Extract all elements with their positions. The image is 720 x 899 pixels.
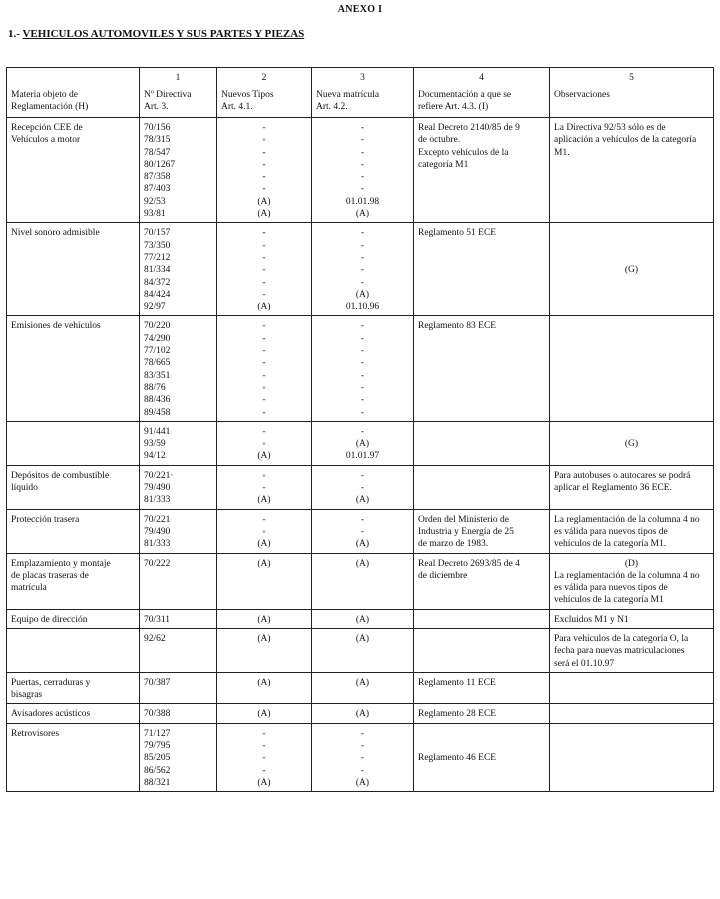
cell-nueva-matricula	[312, 465, 414, 509]
cell-line: Real Decreto 2693/85 de 4	[418, 558, 520, 569]
cell-line: -	[262, 346, 266, 357]
cell-line: -	[262, 395, 266, 406]
cell-line: (A)	[355, 709, 370, 720]
cell-observaciones	[550, 553, 714, 609]
cell-nuevos-tipos	[217, 465, 312, 509]
cell-line: -	[360, 159, 365, 170]
cell-line: -	[262, 277, 266, 288]
cell-line: (A)	[355, 614, 370, 625]
cell-line: -	[360, 123, 365, 133]
cell-observaciones	[550, 704, 714, 723]
cell-line: (A)	[257, 709, 271, 720]
cell-directiva	[140, 704, 217, 723]
cell-line: Para autobuses o autocares se podrá	[554, 470, 691, 481]
cell-nuevos-tipos	[217, 723, 312, 791]
cell-line: bisagras	[11, 690, 43, 701]
header-line: Nuevos Tipos	[221, 90, 274, 100]
cell-line: M1.	[554, 147, 570, 158]
cell-line: Puertas, cerraduras y	[11, 677, 91, 688]
cell-nueva-matricula	[312, 509, 414, 553]
cell-line: -	[360, 753, 365, 764]
cell-documentacion	[414, 553, 550, 609]
cell-line: 79/490	[144, 483, 171, 494]
cell-line: 01.01.98	[345, 196, 380, 207]
cell-line: -	[262, 333, 266, 344]
cell-line: -	[360, 358, 365, 369]
cell-line: -	[360, 370, 365, 381]
cell-documentacion	[414, 118, 550, 223]
header-directiva	[140, 89, 217, 118]
cell-line: -	[360, 395, 365, 406]
cell-documentacion	[414, 672, 550, 704]
cell-line: (A)	[355, 495, 370, 506]
section-heading: VEHICULOS AUTOMOVILES Y SUS PARTES Y PIEZAS	[22, 28, 305, 40]
cell-line: 80/1267	[144, 159, 176, 170]
cell-line: 84/424	[144, 289, 171, 300]
cell-line: 93/81	[144, 209, 166, 220]
header-line: Nº Directiva	[144, 90, 192, 100]
cell-line: -	[262, 172, 266, 183]
cell-directiva	[140, 118, 217, 223]
cell-observaciones	[550, 223, 714, 316]
cell-line: -	[360, 240, 365, 251]
cell-line: -	[262, 483, 266, 494]
cell-line: categoría M1	[418, 159, 469, 170]
cell-line: 74/290	[144, 333, 171, 344]
cell-line: 01.01.97	[345, 451, 380, 462]
header-line: Art. 4.2.	[316, 102, 348, 113]
cell-line: -	[360, 426, 365, 437]
cell-line: (A)	[257, 777, 271, 788]
cell-line: (D)	[624, 558, 639, 569]
column-number-row	[7, 68, 714, 90]
cell-line: 70/220	[144, 321, 171, 332]
table-row	[7, 723, 714, 791]
cell-line: 87/403	[144, 184, 171, 195]
cell-line: 85/205	[144, 753, 171, 764]
cell-line: 70/222	[144, 558, 171, 569]
cell-line: -	[360, 407, 365, 418]
cell-documentacion	[414, 465, 550, 509]
cell-line: Reglamento 11 ECE	[418, 677, 496, 688]
cell-line: (A)	[355, 439, 370, 450]
cell-line: -	[360, 135, 365, 146]
cell-line	[418, 740, 545, 752]
cell-line: (A)	[257, 614, 271, 625]
cell-line: 70/156	[144, 123, 171, 133]
cell-nueva-matricula	[312, 704, 414, 723]
cell-line: aplicar el Reglamento 36 ECE.	[554, 483, 672, 494]
column-number	[7, 68, 140, 90]
cell-line: -	[360, 172, 365, 183]
cell-line: -	[360, 346, 365, 357]
cell-documentacion	[414, 509, 550, 553]
cell-line: 78/547	[144, 147, 171, 158]
cell-line: 88/321	[144, 777, 171, 788]
header-line: Reglamentación (H)	[11, 102, 89, 113]
table-row	[7, 609, 714, 628]
cell-line: -	[360, 765, 365, 776]
cell-line: -	[262, 753, 266, 764]
cell-line: Excluidos M1 y N1	[554, 614, 629, 625]
cell-line: 93/59	[144, 439, 166, 450]
cell-line: Para vehículos de la categoría O, la	[554, 633, 689, 644]
cell-line: Excepto vehículos de la	[418, 147, 509, 158]
cell-line: -	[262, 439, 266, 450]
cell-materia	[7, 223, 140, 316]
cell-line: -	[360, 470, 365, 481]
cell-line: (A)	[257, 209, 271, 220]
cell-line: 70/221·	[144, 470, 174, 481]
cell-line: será el 01.10.97	[554, 658, 615, 669]
table-row	[7, 553, 714, 609]
cell-line: -	[360, 333, 365, 344]
cell-directiva	[140, 609, 217, 628]
cell-line: 92/62	[144, 633, 166, 644]
cell-directiva	[140, 628, 217, 672]
cell-materia	[7, 609, 140, 628]
cell-nuevos-tipos	[217, 509, 312, 553]
cell-line: -	[262, 289, 266, 300]
cell-documentacion	[414, 723, 550, 791]
cell-line: (A)	[257, 302, 271, 313]
cell-nueva-matricula	[312, 421, 414, 465]
cell-line: 84/372	[144, 277, 171, 288]
cell-line: de octubre.	[418, 135, 461, 146]
cell-line: Avisadores acústicos	[11, 709, 91, 720]
cell-nuevos-tipos	[217, 316, 312, 421]
cell-line: (A)	[257, 451, 271, 462]
table-row	[7, 672, 714, 704]
table-body	[7, 118, 714, 792]
cell-line: -	[262, 741, 266, 752]
cell-line: es válida para nuevos tipos de	[554, 583, 668, 594]
cell-line: -	[262, 514, 266, 525]
cell-line: vehículos de la categoría M1.	[554, 539, 667, 550]
cell-line: 92/53	[144, 196, 166, 207]
cell-line: 94/12	[144, 451, 166, 462]
column-number: 5	[550, 68, 714, 90]
cell-nuevos-tipos	[217, 118, 312, 223]
header-line: Art. 4.1.	[221, 102, 253, 113]
cell-line: Industria y Energía de 25	[418, 526, 514, 537]
cell-line: 81/334	[144, 265, 171, 276]
cell-line: es válida para nuevos tipos de	[554, 526, 668, 537]
cell-line: -	[360, 514, 365, 525]
cell-line: 70/388	[144, 709, 171, 720]
cell-observaciones	[550, 609, 714, 628]
cell-line: Orden del Ministerio de	[418, 514, 510, 525]
cell-line: 70/387	[144, 677, 171, 688]
cell-line: (A)	[355, 633, 370, 644]
cell-nuevos-tipos	[217, 609, 312, 628]
cell-documentacion	[414, 704, 550, 723]
regulation-table	[6, 67, 714, 792]
cell-line: La reglamentación de la columna 4 no	[554, 570, 700, 581]
column-number: 4	[414, 68, 550, 90]
cell-nuevos-tipos	[217, 223, 312, 316]
cell-directiva	[140, 723, 217, 791]
cell-nueva-matricula	[312, 723, 414, 791]
cell-line: 92/97	[144, 302, 166, 313]
cell-line: (A)	[355, 289, 370, 300]
section-title	[8, 28, 304, 40]
cell-directiva	[140, 465, 217, 509]
cell-nuevos-tipos	[217, 672, 312, 704]
cell-line: de marzo de 1983.	[418, 539, 489, 550]
cell-observaciones	[550, 465, 714, 509]
cell-line: 70/157	[144, 228, 171, 239]
cell-line: (G)	[624, 439, 639, 450]
cell-line: fecha para nuevas matriculaciones	[554, 646, 685, 657]
cell-line: Recepción CEE de	[11, 123, 83, 133]
cell-directiva	[140, 553, 217, 609]
header-nueva-matricula	[312, 89, 414, 118]
cell-line: 77/212	[144, 252, 171, 263]
column-header-row	[7, 89, 714, 118]
annex-title: ANEXO I	[337, 4, 383, 15]
cell-nuevos-tipos	[217, 704, 312, 723]
cell-line: (A)	[355, 209, 370, 220]
cell-line: -	[360, 321, 365, 332]
cell-materia	[7, 628, 140, 672]
cell-nueva-matricula	[312, 628, 414, 672]
cell-line: 70/311	[144, 614, 171, 625]
cell-line: vehículos de la categoría M1	[554, 595, 664, 606]
cell-nueva-matricula	[312, 118, 414, 223]
section-number: 1.-	[8, 28, 20, 40]
cell-line: Nivel sonoro admisible	[11, 228, 100, 239]
cell-line: Reglamento 28 ECE	[418, 709, 497, 720]
cell-line: Emplazamiento y montaje	[11, 558, 111, 569]
cell-materia	[7, 672, 140, 704]
cell-line: -	[360, 483, 365, 494]
header-materia	[7, 89, 140, 118]
table-row	[7, 421, 714, 465]
cell-line: (A)	[257, 558, 271, 569]
cell-line: Depósitos de combustible	[11, 470, 110, 481]
cell-line: Reglamento 83 ECE	[418, 321, 497, 332]
cell-line: -	[262, 147, 266, 158]
cell-nueva-matricula	[312, 223, 414, 316]
cell-line: 01.10.96	[345, 302, 380, 313]
cell-materia	[7, 723, 140, 791]
cell-line: 81/333	[144, 539, 171, 550]
cell-observaciones	[550, 421, 714, 465]
header-nuevos-tipos	[217, 89, 312, 118]
cell-nueva-matricula	[312, 609, 414, 628]
cell-line: -	[262, 321, 266, 332]
cell-line: -	[262, 426, 266, 437]
cell-line: 89/458	[144, 407, 171, 418]
cell-documentacion	[414, 316, 550, 421]
cell-line: -	[360, 252, 365, 263]
cell-materia	[7, 704, 140, 723]
cell-line: 87/358	[144, 172, 171, 183]
cell-line: -	[262, 135, 266, 146]
cell-line: -	[262, 407, 266, 418]
table-row	[7, 704, 714, 723]
cell-line: -	[360, 228, 365, 239]
cell-documentacion	[414, 421, 550, 465]
cell-nueva-matricula	[312, 316, 414, 421]
cell-line: (A)	[355, 558, 370, 569]
cell-observaciones	[550, 723, 714, 791]
cell-line: La Directiva 92/53 sólo es de	[554, 123, 666, 133]
cell-nuevos-tipos	[217, 553, 312, 609]
cell-line: (A)	[257, 633, 271, 644]
cell-line: 70/221	[144, 514, 171, 525]
cell-observaciones	[550, 509, 714, 553]
cell-line: -	[360, 526, 365, 537]
cell-line: (A)	[257, 677, 271, 688]
cell-line: -	[360, 265, 365, 276]
cell-materia	[7, 465, 140, 509]
cell-line: -	[360, 277, 365, 288]
cell-line: (G)	[624, 265, 639, 276]
cell-materia	[7, 421, 140, 465]
cell-nuevos-tipos	[217, 628, 312, 672]
header-line: Documentación a que se	[418, 90, 512, 100]
cell-line: Equipo de dirección	[11, 614, 88, 625]
cell-line: 79/795	[144, 741, 171, 752]
cell-observaciones	[550, 672, 714, 704]
cell-line: -	[262, 228, 266, 239]
cell-line: (A)	[355, 539, 370, 550]
cell-line: 83/351	[144, 370, 171, 381]
cell-line: -	[262, 265, 266, 276]
cell-line: -	[262, 765, 266, 776]
cell-line: Protección trasera	[11, 514, 80, 525]
cell-line: La reglamentación de la columna 4 no	[554, 514, 700, 525]
cell-line: (A)	[257, 539, 271, 550]
column-number: 2	[217, 68, 312, 90]
cell-observaciones	[550, 316, 714, 421]
cell-nuevos-tipos	[217, 421, 312, 465]
header-line: Nueva matrícula	[316, 90, 380, 100]
cell-line: 73/350	[144, 240, 171, 251]
cell-documentacion	[414, 628, 550, 672]
cell-directiva	[140, 509, 217, 553]
cell-line: -	[360, 184, 365, 195]
cell-line: 91/441	[144, 426, 171, 437]
cell-line: -	[262, 470, 266, 481]
header-documentacion	[414, 89, 550, 118]
cell-line: -	[262, 728, 266, 739]
cell-observaciones	[550, 118, 714, 223]
header-line: Art. 3.	[144, 102, 169, 113]
cell-line: 81/333	[144, 495, 171, 506]
cell-directiva	[140, 421, 217, 465]
cell-line: -	[360, 382, 365, 393]
cell-line: -	[262, 370, 266, 381]
cell-line: -	[262, 240, 266, 251]
header-line: refiere Art. 4.3. (I)	[418, 102, 489, 113]
cell-line	[418, 728, 545, 740]
cell-line: 79/490	[144, 526, 171, 537]
header-line: Observaciones	[554, 90, 610, 100]
cell-line: 78/665	[144, 358, 171, 369]
cell-materia	[7, 509, 140, 553]
cell-nueva-matricula	[312, 672, 414, 704]
cell-directiva	[140, 672, 217, 704]
cell-line: Retrovisores	[11, 728, 60, 739]
cell-line: (A)	[257, 495, 271, 506]
cell-materia	[7, 316, 140, 421]
cell-directiva	[140, 223, 217, 316]
cell-line: 88/76	[144, 382, 166, 393]
cell-line: -	[262, 159, 266, 170]
cell-observaciones	[550, 628, 714, 672]
column-number: 3	[312, 68, 414, 90]
cell-line: -	[360, 741, 365, 752]
cell-line: Vehículos a motor	[11, 135, 81, 146]
table-row	[7, 316, 714, 421]
table-row	[7, 628, 714, 672]
table-row	[7, 223, 714, 316]
column-number: 1	[140, 68, 217, 90]
table-row	[7, 509, 714, 553]
cell-nueva-matricula	[312, 553, 414, 609]
cell-documentacion	[414, 609, 550, 628]
cell-materia	[7, 118, 140, 223]
cell-line: Real Decreto 2140/85 de 9	[418, 123, 520, 133]
cell-line: Reglamento 46 ECE	[418, 753, 497, 764]
cell-line: -	[262, 123, 266, 133]
cell-line: 77/102	[144, 346, 171, 357]
cell-line: -	[262, 382, 266, 393]
cell-line: -	[360, 147, 365, 158]
cell-line: 78/315	[144, 135, 171, 146]
header-line: Materia objeto de	[11, 90, 79, 100]
cell-line: -	[262, 184, 266, 195]
cell-line: -	[262, 526, 266, 537]
cell-line: (A)	[355, 777, 370, 788]
cell-documentacion	[414, 223, 550, 316]
cell-line: 71/127	[144, 728, 171, 739]
cell-line: de placas traseras de	[11, 570, 89, 581]
cell-line: líquido	[11, 483, 38, 494]
cell-materia	[7, 553, 140, 609]
cell-line: aplicación a vehículos de la categoría	[554, 135, 697, 146]
table-row	[7, 465, 714, 509]
cell-line: (A)	[355, 677, 370, 688]
cell-line: matrícula	[11, 583, 47, 594]
header-observaciones	[550, 89, 714, 118]
cell-directiva	[140, 316, 217, 421]
cell-line: Emisiones de vehículos	[11, 321, 101, 332]
cell-line: -	[360, 728, 365, 739]
cell-line: Reglamento 51 ECE	[418, 228, 497, 239]
cell-line: -	[262, 358, 266, 369]
cell-line: -	[262, 252, 266, 263]
table-row	[7, 118, 714, 223]
cell-line: de diciembre	[418, 570, 468, 581]
cell-line: 88/436	[144, 395, 171, 406]
cell-line: (A)	[257, 196, 271, 207]
cell-line: 86/562	[144, 765, 171, 776]
